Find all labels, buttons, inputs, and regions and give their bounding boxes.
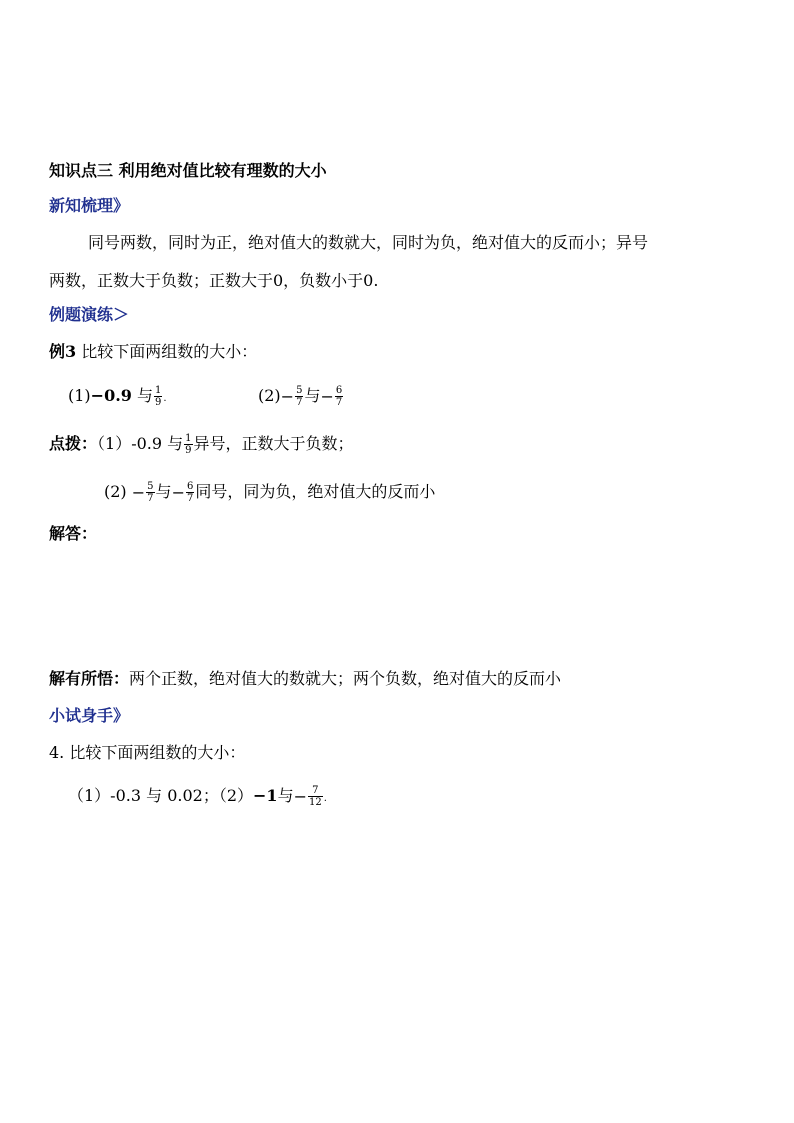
fraction-numerator: 7	[308, 785, 323, 797]
fraction-denominator: 7	[296, 397, 303, 408]
fraction-denominator: 9	[155, 397, 162, 408]
insight-text: 两个正数，绝对值大的数就大；两个负数，绝对值大的反而小	[129, 669, 562, 688]
fraction	[335, 385, 343, 408]
practice-text: （1）-0.3 与 0.02；（2）	[68, 786, 254, 805]
fraction	[295, 385, 303, 408]
insight-line	[49, 669, 561, 689]
fraction	[186, 481, 194, 504]
fraction-numerator: 6	[186, 481, 194, 492]
fraction-denominator: 9	[185, 445, 192, 456]
minus-sign: −	[320, 386, 334, 406]
new-knowledge-heading: 新知梳理》	[49, 196, 130, 215]
new-knowledge-line-1: 同号两数，同时为正，绝对值大的数就大，同时为负，绝对值大的反而小；异号	[88, 233, 649, 252]
fraction-denominator: 7	[335, 397, 343, 408]
hint-text: 异号，正数大于负数；	[193, 434, 354, 453]
question-value: −0.9	[90, 386, 132, 405]
practice-question	[49, 743, 245, 763]
connector-text: 与	[304, 386, 321, 405]
fraction-denominator: 7	[147, 493, 154, 504]
question-text: 比较下面两组数的大小：	[69, 743, 246, 762]
fraction	[184, 433, 192, 456]
minus-sign: −	[280, 386, 295, 406]
fraction	[154, 385, 162, 408]
example-question-2	[258, 385, 344, 408]
insight-label: 解有所悟：	[49, 669, 130, 688]
example-question-1	[68, 385, 167, 409]
hint-label: 点拨：	[49, 434, 98, 453]
fraction-numerator: 5	[147, 481, 154, 492]
section-title: 知识点三 利用绝对值比较有理数的大小	[49, 161, 327, 180]
fraction-denominator: 7	[186, 493, 194, 504]
answer-label: 解答：	[49, 524, 98, 543]
fraction-numerator: 5	[296, 385, 303, 396]
practice-heading: 小试身手》	[49, 706, 130, 725]
minus-sign: −	[131, 482, 146, 502]
hint-number: (2)	[104, 482, 127, 501]
fraction	[146, 481, 154, 504]
fraction-numerator: 1	[155, 385, 162, 396]
fraction-numerator: 1	[185, 433, 192, 444]
hint-line-1	[49, 433, 354, 456]
punctuation: .	[163, 393, 167, 404]
question-value: −1	[253, 786, 278, 805]
question-number: (2)	[258, 386, 281, 405]
minus-sign: −	[171, 482, 185, 502]
punctuation: .	[323, 793, 327, 804]
fraction	[308, 785, 323, 808]
question-number: 4.	[49, 743, 65, 762]
practice-parts	[68, 785, 327, 809]
fraction-numerator: 6	[335, 385, 343, 396]
example-text: 比较下面两组数的大小：	[81, 342, 258, 361]
fraction-denominator: 12	[308, 797, 322, 808]
hint-text: （1）-0.9 与	[97, 434, 184, 453]
examples-heading: 例题演练＞	[49, 305, 130, 324]
new-knowledge-line-2: 两数，正数大于负数；正数大于0，负数小于0.	[49, 271, 379, 290]
minus-sign: −	[293, 786, 307, 806]
connector-text: 与	[137, 386, 154, 405]
hint-text: 同号，同为负，绝对值大的反而小	[195, 482, 436, 501]
example-label: 例3	[49, 342, 77, 361]
hint-line-2	[104, 481, 435, 504]
connector-text: 与	[277, 786, 294, 805]
question-number: (1)	[68, 386, 91, 405]
example-3-line	[49, 342, 257, 362]
connector-text: 与	[155, 482, 172, 501]
